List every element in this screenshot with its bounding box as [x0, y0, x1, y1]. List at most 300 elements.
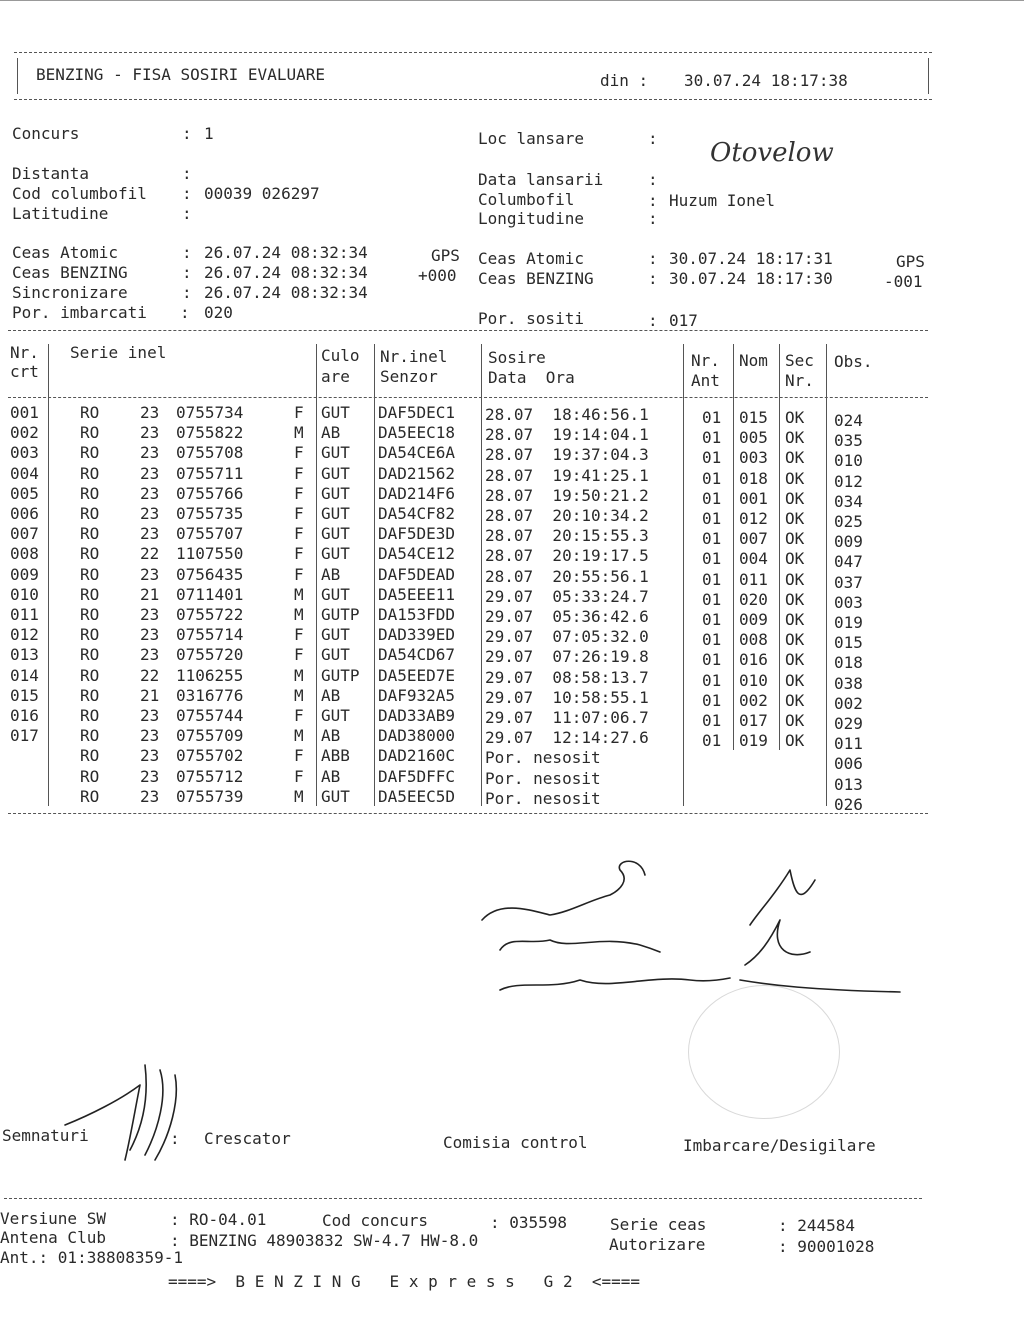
arrival-time: 28.07 20:55:56.1: [485, 566, 649, 586]
serie-ceas-value: : 244584: [778, 1216, 856, 1235]
distanta-sep: :: [182, 164, 192, 183]
color: AB: [321, 564, 341, 584]
cod-columbofil-value: 00039 026297: [204, 184, 320, 203]
antenna-number: 01: [702, 549, 722, 569]
antena-club-label: Antena Club: [0, 1228, 106, 1247]
row-number: 012: [10, 625, 39, 645]
sex: M: [294, 685, 304, 705]
arrival-time: 29.07 07:05:32.0: [485, 627, 649, 647]
arrival-time: 28.07 19:14:04.1: [485, 425, 649, 445]
ring-number: 0755712: [176, 766, 244, 786]
ring-number: 0755739: [176, 786, 244, 806]
serie-ceas-label: Serie ceas: [610, 1215, 707, 1234]
security-status: OK: [785, 488, 805, 508]
ring-country: RO: [80, 645, 100, 665]
header-nr-ant-line2: Ant: [691, 371, 720, 390]
ring-country: RO: [80, 786, 100, 806]
ring-country: RO: [80, 463, 100, 483]
concurs-value: 1: [204, 124, 214, 143]
obs-number: 018: [834, 653, 863, 673]
obs-number: 019: [834, 613, 863, 632]
sex: F: [294, 463, 304, 483]
color: GUT: [321, 706, 350, 725]
arrival-time: 29.07 08:58:13.7: [485, 667, 649, 687]
sensor-id: DA5EEC5D: [378, 786, 456, 806]
data-lansarii-sep: :: [648, 170, 658, 189]
obs-number: 002: [834, 693, 863, 713]
ring-number: 0755735: [176, 504, 244, 523]
cod-columbofil-sep: :: [182, 184, 192, 203]
cod-concurs-value: : 035598: [490, 1213, 568, 1232]
sensor-id: DAD38000: [378, 726, 456, 746]
ceas-atomic-end-suffix: GPS: [896, 252, 925, 271]
latitudine-label: Latitudine: [12, 204, 109, 223]
sex: F: [294, 544, 304, 564]
ring-country: RO: [80, 726, 100, 746]
ring-number: 0755744: [176, 706, 244, 725]
sensor-id: DA5EEC18: [378, 423, 456, 443]
arrival-time: 28.07 19:37:04.3: [485, 445, 649, 465]
security-status: OK: [785, 549, 805, 569]
longitudine-sep: :: [648, 209, 658, 228]
nom-number: 008: [739, 630, 768, 650]
antenna-number: 01: [702, 690, 722, 710]
comisia-control-label: Comisia control: [443, 1133, 588, 1152]
row-number: 009: [10, 564, 39, 584]
arrival-time: 28.07 19:41:25.1: [485, 465, 649, 485]
ceas-atomic-end-sep: :: [648, 249, 658, 268]
nom-number: 017: [739, 711, 768, 730]
sex: F: [294, 504, 304, 523]
semnaturi-label: Semnaturi: [2, 1126, 89, 1145]
table-row: [0, 483, 930, 511]
color: AB: [321, 726, 341, 746]
table-row: [0, 605, 930, 632]
columbofil-sep: :: [648, 191, 658, 210]
versiune-sw-value: : RO-04.01: [170, 1210, 267, 1229]
sensor-id: DA54CE12: [378, 544, 456, 564]
row-number: 011: [10, 605, 39, 624]
ring-country: RO: [80, 544, 100, 564]
arrival-time: 28.07 20:10:34.2: [485, 506, 649, 525]
ceas-benzing-end-label: Ceas BENZING: [478, 269, 594, 288]
arrival-time: 29.07 11:07:06.7: [485, 708, 649, 727]
arrival-time: Por. nesosit: [485, 748, 601, 768]
ring-year: 21: [140, 584, 160, 604]
columbofil-label: Columbofil: [478, 190, 575, 209]
ring-country: RO: [80, 746, 100, 766]
table-row: [0, 524, 930, 552]
ring-number: 1107550: [176, 544, 244, 564]
obs-number: 015: [834, 633, 863, 653]
nom-number: 018: [739, 468, 768, 488]
sensor-id: DAD339ED: [378, 625, 456, 645]
sensor-id: DAF5DFFC: [378, 766, 456, 786]
ring-country: RO: [80, 584, 100, 604]
header-culoare-line2: are: [321, 367, 350, 386]
cod-concurs-label: Cod concurs: [322, 1211, 428, 1230]
color: GUT: [321, 786, 350, 806]
ring-year: 23: [140, 504, 160, 523]
table-row: [0, 685, 930, 713]
semnaturi-sep: :: [170, 1129, 180, 1148]
loc-lansare-sep: :: [648, 129, 658, 148]
ring-country: RO: [80, 605, 100, 624]
security-status: OK: [785, 711, 805, 730]
obs-number: 009: [834, 532, 863, 552]
row-number: 002: [10, 423, 39, 443]
security-status: OK: [785, 509, 805, 528]
arrival-time: 28.07 20:19:17.5: [485, 546, 649, 566]
obs-number: 010: [834, 451, 863, 471]
arrival-time: 28.07 19:50:21.2: [485, 485, 649, 505]
color: AB: [321, 685, 341, 705]
obs-number: 003: [834, 592, 863, 612]
longitudine-label: Longitudine: [478, 209, 584, 228]
security-status: OK: [785, 589, 805, 609]
data-lansarii-label: Data lansarii: [478, 170, 604, 189]
table-header-border: [8, 397, 928, 398]
sex: M: [294, 605, 304, 624]
obs-number: 047: [834, 552, 863, 572]
ring-year: 23: [140, 605, 160, 624]
ceas-atomic-start-sep: :: [182, 243, 192, 262]
report-date-value: 30.07.24 18:17:38: [684, 71, 848, 90]
sex: F: [294, 483, 304, 503]
obs-number: 026: [834, 794, 863, 814]
antena-id: Ant.: 01:38808359-1: [0, 1248, 184, 1267]
por-imbarcati-label: Por. imbarcati: [12, 303, 147, 322]
sex: F: [294, 706, 304, 725]
sincronizare-sep: :: [182, 283, 192, 302]
antenna-number: 01: [702, 650, 722, 670]
table-row: [0, 544, 930, 572]
ring-number: 0316776: [176, 685, 244, 705]
color: GUT: [321, 463, 350, 483]
header-sosire-line1: Sosire: [488, 348, 546, 367]
header-senzor-line1: Nr.inel: [380, 347, 448, 366]
sensor-id: DA5EEE11: [378, 584, 456, 604]
table-row: [0, 645, 930, 673]
ring-year: 23: [140, 766, 160, 786]
obs-number: 011: [834, 734, 863, 754]
ring-year: 21: [140, 685, 160, 705]
table-bottom-border: [8, 813, 928, 814]
footer-top-border: [4, 1198, 922, 1199]
row-number: 003: [10, 443, 39, 463]
header-right-border: [928, 58, 929, 94]
security-status: OK: [785, 690, 805, 710]
nom-number: 010: [739, 670, 768, 690]
crescator-signature: [60, 1050, 220, 1170]
color: GUTP: [321, 665, 360, 685]
sex: F: [294, 766, 304, 786]
security-status: OK: [785, 630, 805, 650]
antenna-number: 01: [702, 448, 722, 468]
sex: M: [294, 665, 304, 685]
ring-number: 1106255: [176, 665, 244, 685]
cod-columbofil-label: Cod columbofil: [12, 184, 147, 203]
color: GUT: [321, 645, 350, 665]
color: GUT: [321, 483, 350, 503]
ceas-atomic-start-suffix: GPS: [431, 246, 460, 265]
ring-number: 0755711: [176, 463, 244, 483]
obs-number: 029: [834, 714, 863, 733]
security-status: OK: [785, 408, 805, 427]
obs-number: 013: [834, 774, 863, 794]
ring-country: RO: [80, 504, 100, 523]
ring-year: 23: [140, 524, 160, 544]
header-culoare-line1: Culo: [321, 346, 360, 365]
sex: M: [294, 423, 304, 443]
header-nom: Nom: [739, 351, 768, 370]
ring-year: 23: [140, 443, 160, 463]
ring-number: 0755714: [176, 625, 244, 645]
antenna-number: 01: [702, 509, 722, 528]
header-obs: Obs.: [834, 352, 873, 371]
nom-number: 011: [739, 569, 768, 589]
security-status: OK: [785, 428, 805, 448]
obs-number: 038: [834, 673, 863, 693]
ring-country: RO: [80, 423, 100, 443]
color: GUT: [321, 544, 350, 564]
color: GUTP: [321, 605, 360, 624]
nom-number: 015: [739, 408, 768, 427]
ring-country: RO: [80, 685, 100, 705]
nom-number: 012: [739, 509, 768, 528]
ceas-benzing-end-sep: :: [648, 269, 658, 288]
ring-country: RO: [80, 706, 100, 725]
sex: F: [294, 746, 304, 766]
benzing-express-brand: ====> B E N Z I N G E x p r e s s G 2 <====: [168, 1272, 641, 1291]
ceas-atomic-end-value: 30.07.24 18:17:31: [669, 249, 833, 268]
por-sositi-sep: :: [648, 311, 658, 330]
sex: F: [294, 645, 304, 665]
ring-country: RO: [80, 403, 100, 422]
ring-number: 0711401: [176, 584, 244, 604]
por-imbarcati-sep: :: [180, 303, 190, 322]
sensor-id: DA5EED7E: [378, 665, 456, 685]
antena-club-value: : BENZING 48903832 SW-4.7 HW-8.0: [170, 1231, 479, 1250]
table-top-border: [8, 330, 928, 331]
antenna-number: 01: [702, 569, 722, 589]
table-row: [0, 423, 930, 451]
antenna-number: 01: [702, 468, 722, 488]
por-imbarcati-value: 020: [204, 303, 233, 322]
sensor-id: DAF5DE3D: [378, 524, 456, 544]
concurs-label: Concurs: [12, 124, 80, 143]
sensor-id: DAF5DEAD: [378, 564, 456, 584]
sensor-id: DAD2160C: [378, 746, 456, 766]
ring-country: RO: [80, 564, 100, 584]
ring-year: 23: [140, 403, 160, 422]
ceas-benzing-start-value: 26.07.24 08:32:34: [204, 263, 368, 282]
nom-number: 019: [739, 731, 768, 751]
sensor-id: DAF5DEC1: [378, 403, 456, 422]
obs-number: 037: [834, 572, 863, 592]
ring-number: 0755702: [176, 746, 244, 766]
table-row: [0, 766, 930, 794]
ceas-atomic-end-label: Ceas Atomic: [478, 249, 584, 268]
control-commission-signatures: [470, 840, 910, 1040]
security-status: OK: [785, 731, 805, 751]
obs-number: 025: [834, 512, 863, 531]
color: AB: [321, 766, 341, 786]
autorizare-value: : 90001028: [778, 1237, 875, 1256]
obs-number: 012: [834, 471, 863, 491]
arrival-time: 29.07 07:26:19.8: [485, 647, 649, 667]
row-number: 001: [10, 403, 39, 422]
ring-country: RO: [80, 443, 100, 463]
row-number: 008: [10, 544, 39, 564]
table-row: [0, 786, 930, 814]
table-row: [0, 564, 930, 592]
arrival-time: 28.07 20:15:55.3: [485, 526, 649, 546]
arrival-time: 29.07 10:58:55.1: [485, 687, 649, 707]
ceas-benzing-start-suffix: +000: [418, 266, 457, 285]
color: AB: [321, 423, 341, 443]
latitudine-sep: :: [182, 204, 192, 223]
security-status: OK: [785, 448, 805, 468]
obs-number: 006: [834, 754, 863, 774]
header-top-border: [14, 52, 932, 53]
antenna-number: 01: [702, 610, 722, 629]
header-sec-nr-line1: Sec: [785, 351, 814, 370]
nom-number: 009: [739, 610, 768, 629]
header-senzor-line2: Senzor: [380, 367, 438, 386]
header-nr-ant-line1: Nr.: [691, 351, 720, 370]
sincronizare-value: 26.07.24 08:32:34: [204, 283, 368, 302]
ring-country: RO: [80, 524, 100, 544]
ring-country: RO: [80, 665, 100, 685]
ring-year: 23: [140, 625, 160, 645]
ring-year: 22: [140, 544, 160, 564]
antenna-number: 01: [702, 630, 722, 650]
ceas-benzing-start-label: Ceas BENZING: [12, 263, 128, 282]
row-number: 006: [10, 504, 39, 523]
ring-number: 0755766: [176, 483, 244, 503]
ring-year: 23: [140, 645, 160, 665]
table-row: [0, 463, 930, 491]
antenna-number: 01: [702, 428, 722, 448]
loc-lansare-handwritten-value: Otovelow: [710, 138, 834, 168]
ring-number: 0755708: [176, 443, 244, 463]
color: GUT: [321, 504, 350, 523]
sex: M: [294, 786, 304, 806]
antenna-number: 01: [702, 670, 722, 690]
row-number: 013: [10, 645, 39, 665]
table-row: [0, 625, 930, 653]
obs-number: 034: [834, 491, 863, 511]
table-row: [0, 746, 930, 774]
security-status: OK: [785, 468, 805, 488]
table-row: [0, 665, 930, 693]
table-row: [0, 584, 930, 612]
ring-year: 23: [140, 483, 160, 503]
color: GUT: [321, 443, 350, 463]
sensor-id: DAD214F6: [378, 483, 456, 503]
sex: M: [294, 726, 304, 746]
imbarcare-desigilare-label: Imbarcare/Desigilare: [683, 1136, 876, 1155]
arrival-time: 29.07 05:36:42.6: [485, 607, 649, 626]
nom-number: 002: [739, 690, 768, 710]
ring-year: 23: [140, 463, 160, 483]
nom-number: 016: [739, 650, 768, 670]
ring-number: 0755722: [176, 605, 244, 624]
nom-number: 005: [739, 428, 768, 448]
table-row: [0, 726, 930, 754]
nom-number: 001: [739, 488, 768, 508]
nom-number: 020: [739, 589, 768, 609]
antenna-number: 01: [702, 731, 722, 751]
por-sositi-label: Por. sositi: [478, 309, 584, 328]
row-number: 005: [10, 483, 39, 503]
ceas-benzing-end-value: 30.07.24 18:17:30: [669, 269, 833, 288]
ring-year: 23: [140, 423, 160, 443]
ring-year: 23: [140, 706, 160, 725]
sex: F: [294, 403, 304, 422]
ring-year: 23: [140, 786, 160, 806]
arrival-time: Por. nesosit: [485, 768, 601, 788]
ring-number: 0755707: [176, 524, 244, 544]
arrival-time: Por. nesosit: [485, 788, 601, 808]
header-nr-crt-line2: crt: [10, 362, 39, 381]
color: GUT: [321, 403, 350, 422]
sex: F: [294, 564, 304, 584]
ring-number: 0755720: [176, 645, 244, 665]
loc-lansare-label: Loc lansare: [478, 129, 584, 148]
ring-year: 23: [140, 564, 160, 584]
document-title: BENZING - FISA SOSIRI EVALUARE: [36, 65, 325, 84]
ring-country: RO: [80, 766, 100, 786]
ring-year: 23: [140, 726, 160, 746]
ring-year: 22: [140, 665, 160, 685]
antenna-number: 01: [702, 408, 722, 427]
table-row: [0, 706, 930, 733]
arrival-time: 29.07 12:14:27.6: [485, 728, 649, 748]
nom-number: 003: [739, 448, 768, 468]
obs-number: 024: [834, 411, 863, 430]
row-number: 017: [10, 726, 39, 746]
sensor-id: DAD21562: [378, 463, 456, 483]
sensor-id: DA54CD67: [378, 645, 456, 665]
sex: F: [294, 524, 304, 544]
security-status: OK: [785, 569, 805, 589]
header-sosire-line2: Data Ora: [488, 368, 575, 387]
ceas-atomic-start-value: 26.07.24 08:32:34: [204, 243, 368, 262]
table-row: [0, 443, 930, 471]
sex: F: [294, 443, 304, 463]
arrival-time: 29.07 05:33:24.7: [485, 586, 649, 606]
row-number: 014: [10, 665, 39, 685]
header-serie-inel: Serie inel: [70, 343, 167, 362]
versiune-sw-label: Versiune SW: [0, 1209, 106, 1228]
sensor-id: DA54CF82: [378, 504, 456, 523]
sex: F: [294, 625, 304, 645]
distanta-label: Distanta: [12, 164, 90, 183]
autorizare-label: Autorizare: [609, 1235, 706, 1254]
row-number: 015: [10, 685, 39, 705]
table-row: [0, 504, 930, 531]
ceas-benzing-end-suffix: -001: [884, 272, 923, 291]
crescator-label: Crescator: [204, 1129, 291, 1148]
antenna-number: 01: [702, 711, 722, 730]
security-status: OK: [785, 529, 805, 549]
antenna-number: 01: [702, 529, 722, 549]
columbofil-value: Huzum Ionel: [669, 191, 775, 210]
por-sositi-value: 017: [669, 311, 698, 330]
ceas-atomic-start-label: Ceas Atomic: [12, 243, 118, 262]
